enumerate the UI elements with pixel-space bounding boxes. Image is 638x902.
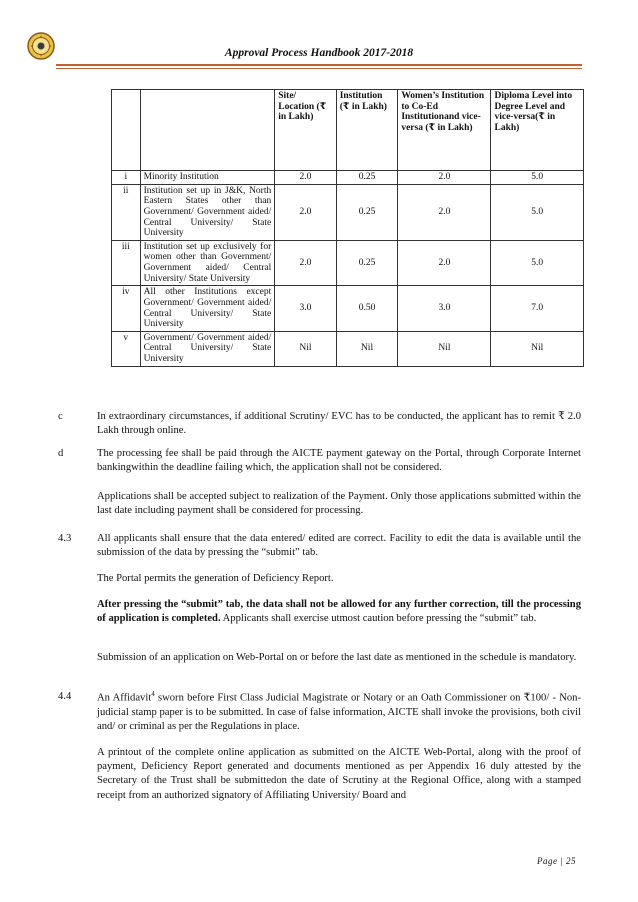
row-description: Institution set up in J&K, North Eastern States other than Government/ Government aided/ Central University/ State University — [140, 184, 275, 240]
row-value: 7.0 — [491, 286, 584, 332]
row-value: 2.0 — [275, 240, 336, 286]
section-4-3-text: All applicants shall ensure that the data entered/ edited are correct. Facility to edit the data is available until the submission of the data by pressing the “submit” tab. — [97, 533, 581, 559]
header-title: Approval Process Handbook 2017-2018 — [224, 47, 414, 59]
row-description: All other Institutions except Government/ Government aided/ Central University/ State University — [140, 286, 275, 332]
section-4-3-text-4: Submission of an application on Web-Portal on or before the last date as mentioned in the schedule is mandatory. — [97, 652, 577, 663]
table-row — [112, 184, 584, 240]
row-value: 2.0 — [275, 184, 336, 240]
row-number: iv — [112, 286, 141, 332]
row-value: 5.0 — [491, 240, 584, 286]
row-value: 0.25 — [336, 184, 398, 240]
table-row — [112, 331, 584, 366]
row-description: Government/ Government aided/ Central University/ State University — [140, 331, 275, 366]
row-value: 2.0 — [398, 240, 491, 286]
section-4-4-text-2: A printout of the complete online application as submitted on the AICTE Web-Portal, along with the proof of payment, Deficiency Report generated and documents mentioned as per Appendix 16 duly attested by the Secretary of the Trust shall be submittedon the date of Scrutiny at the Regional Office, along with a stamped receipt from an authorized signatory of Affiliating University/ Board and — [97, 747, 581, 801]
section-4-4-text — [97, 690, 581, 734]
section-label: d — [58, 448, 64, 459]
row-number: v — [112, 331, 141, 366]
fee-table — [111, 89, 584, 367]
row-value: 2.0 — [398, 184, 491, 240]
table-row — [112, 171, 584, 185]
section-d-text-2: Applications shall be accepted subject to realization of the Payment. Only those applications submitted within the last date including payment shall be considered for processing. — [97, 491, 581, 517]
row-value: 3.0 — [275, 286, 336, 332]
section-c-text: In extraordinary circumstances, if additional Scrutiny/ EVC has to be conducted, the applicant has to remit ₹ 2.0 Lakh through online. — [97, 411, 581, 437]
header-cell: Institution (₹ in Lakh) — [336, 90, 398, 171]
row-value: 0.25 — [336, 171, 398, 185]
section-label: c — [58, 411, 63, 422]
header-cell: Women’s Institution to Co-Ed Institutionand vice-versa (₹ in Lakh) — [398, 90, 491, 171]
row-value: 2.0 — [275, 171, 336, 185]
row-number: iii — [112, 240, 141, 286]
row-value: Nil — [398, 331, 491, 366]
affidavit-body: sworn before First Class Judicial Magistrate or Notary or an Oath Commissioner on ₹100/ - Non-judicial stamp paper is to be submitted. In case of false information, AICTE shall invoke the provisions, both civil and/ or criminal as per the Regulations in place. — [97, 692, 582, 732]
row-value: 3.0 — [398, 286, 491, 332]
row-value: 2.0 — [398, 171, 491, 185]
table-header-row — [112, 90, 584, 171]
row-value: Nil — [491, 331, 584, 366]
bold-notice: After pressing the “submit” tab, the data shall not be allowed for any further correction, till the processing of application is completed. — [97, 599, 581, 625]
row-value: Nil — [275, 331, 336, 366]
row-description: Institution set up exclusively for women other than Government/ Government aided/ Central University/ State University — [140, 240, 275, 286]
row-number: i — [112, 171, 141, 185]
header-cell: Diploma Level into Degree Level and vice-versa(₹ in Lakh) — [491, 90, 584, 171]
header-cell — [140, 90, 275, 171]
row-value: 5.0 — [491, 171, 584, 185]
header-rule-thin — [56, 68, 582, 69]
section-label: 4.3 — [58, 533, 72, 544]
table-row — [112, 240, 584, 286]
section-d-text: The processing fee shall be paid through the AICTE payment gateway on the Portal, through Corporate Internet bankingwithin the deadline failing which, the application shall not be considered. — [97, 448, 581, 474]
header-cell: Site/ Location (₹ in Lakh) — [275, 90, 336, 171]
page-number: Page | 25 — [537, 856, 576, 866]
row-value: Nil — [336, 331, 398, 366]
row-value: 0.50 — [336, 286, 398, 332]
affidavit-lead: An Affidavit — [97, 692, 152, 704]
section-4-3-text-3 — [97, 598, 581, 626]
header-cell — [112, 90, 141, 171]
footnote-marker: 4 — [151, 690, 155, 698]
row-number: ii — [112, 184, 141, 240]
section-label: 4.4 — [58, 691, 72, 702]
row-description: Minority Institution — [140, 171, 275, 185]
notice-continuation: Applicants shall exercise utmost caution before pressing the “submit” tab. — [220, 613, 537, 625]
table-row — [112, 286, 584, 332]
row-value: 0.25 — [336, 240, 398, 286]
row-value: 5.0 — [491, 184, 584, 240]
section-4-3-text-2: The Portal permits the generation of Deficiency Report. — [97, 573, 334, 584]
header-rule — [56, 64, 582, 66]
